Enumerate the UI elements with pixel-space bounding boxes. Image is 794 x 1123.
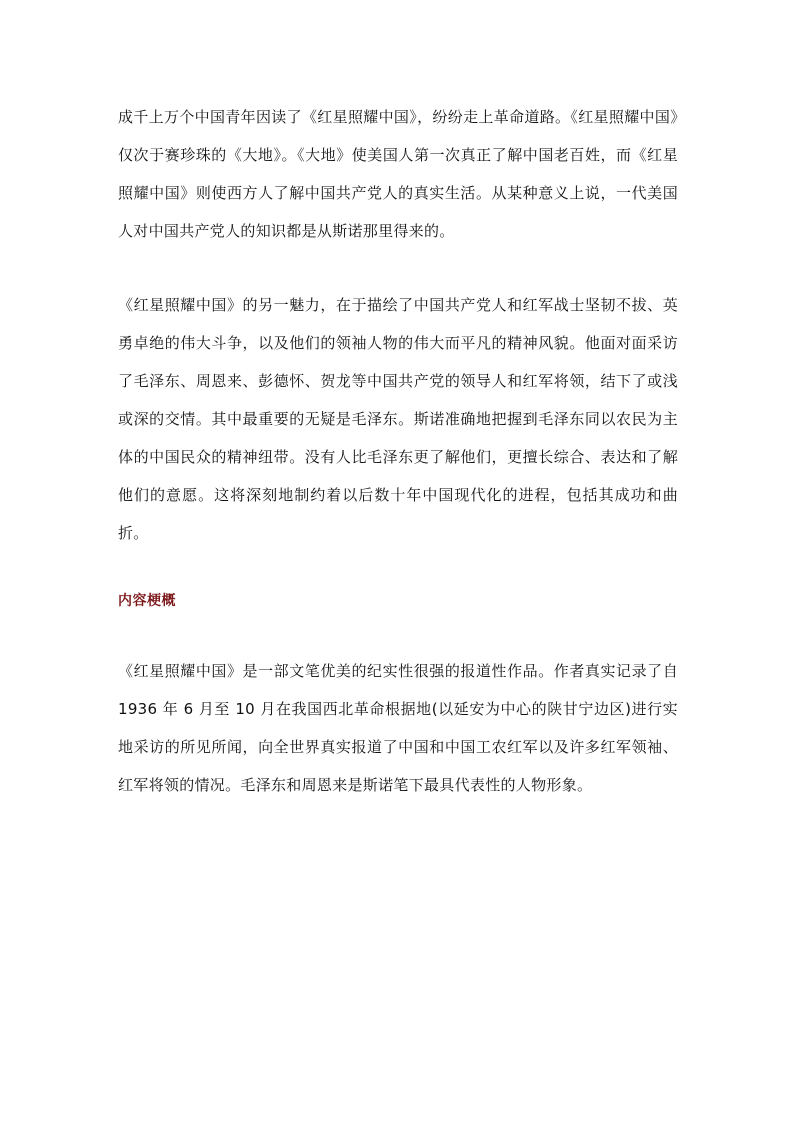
paragraph-summary: 《红星照耀中国》是一部文笔优美的纪实性很强的报道性作品。作者真实记录了自 1936 年 6 月至 10 月在我国西北革命根据地(以延安为中心的陕甘宁边区)进行实地采访的所见所闻，向全世界真实报道了中国和中国工农红军以及许多红军领袖、红军将领的情况。毛泽东和周恩来是斯诺笔下最具代表性的人物形象。 <box>118 662 678 794</box>
document-body <box>118 98 678 804</box>
section-heading-summary: 内容梗概 <box>118 593 176 609</box>
paragraph-charm: 《红星照耀中国》的另一魅力，在于描绘了中国共产党人和红军战士坚韧不拔、英勇卓绝的伟大斗争，以及他们的领袖人物的伟大而平凡的精神风貌。他面对面采访了毛泽东、周恩来、彭德怀、贺龙等中国共产党的领导人和红军将领，结下了或浅或深的交情。其中最重要的无疑是毛泽东。斯诺准确地把握到毛泽东同以农民为主体的中国民众的精神纽带。没有人比毛泽东更了解他们，更擅长综合、表达和了解他们的意愿。这将深刻地制约着以后数十年中国现代化的进程，包括其成功和曲折。 <box>118 296 678 542</box>
paragraph-influence: 成千上万个中国青年因读了《红星照耀中国》，纷纷走上革命道路。《红星照耀中国》仅次于赛珍珠的《大地》。《大地》使美国人第一次真正了解中国老百姓，而《红星照耀中国》则使西方人了解中国共产党人的真实生活。从某种意义上说，一代美国人对中国共产党人的知识都是从斯诺那里得来的。 <box>118 108 678 240</box>
